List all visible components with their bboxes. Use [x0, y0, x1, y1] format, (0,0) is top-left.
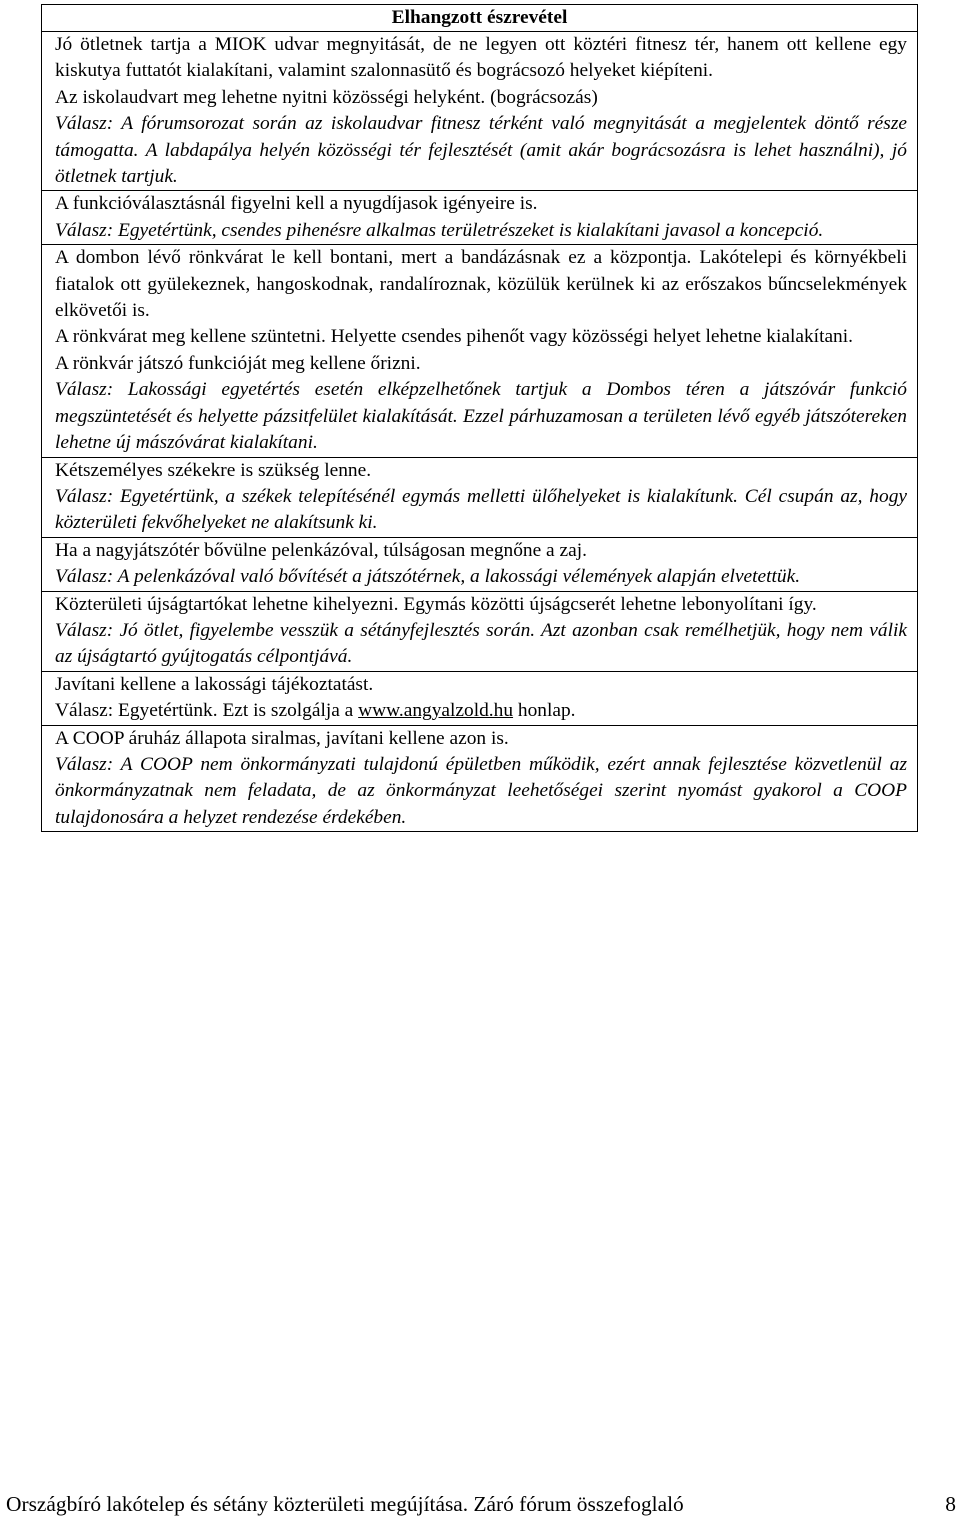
remark-cell-5	[42, 537, 918, 591]
remark-text: A dombon lévő rönkvárat le kell bontani, mert a bandázásnak ez a központja. Lakótelepi és környékbeli fiatalok ott gyülekeznek, hangoskodnak, randalíroznak, közülük kerülnek ki az erőszakos bűncselekmények elkövetői is.	[55, 247, 907, 322]
answer-text: Válasz: Lakossági egyetértés esetén elképzelhetőnek tartjuk a Dombos téren a játszóvár funkció megszüntetését és helyette pázsitfelület kialakítását. Ezzel párhuzamosan a területen lévő egyéb játszótereken lehetne új mászóvárat kialakítani.	[55, 379, 907, 454]
remark-text: Ha a nagyjátszótér bővülne pelenkázóval, túlságosan megnőne a zaj.	[55, 539, 587, 561]
answer-text: Válasz: A COOP nem önkormányzati tulajdonú épületben működik, ezért annak fejlesztése közvetlenül az önkormányzatnak nem feladata, de az önkormányzat leehetőségei szerint nyomást gyakorol a COOP tulajdonosára a helyzet rendezése érdekében.	[55, 753, 907, 828]
table-row	[42, 537, 918, 591]
answer-text: Válasz: A pelenkázóval való bővítését a játszótérnek, a lakossági vélemények alapján elvetettük.	[55, 566, 801, 588]
remark-text: A rönkvárat meg kellene szüntetni. Helyette csendes pihenőt vagy közösségi helyet lehetne kialakítani.	[55, 326, 853, 348]
table-row	[42, 591, 918, 671]
table-row	[42, 191, 918, 245]
remark-text: Közterületi újságtartókat lehetne kihelyezni. Egymás közötti újságcserét lehetne lebonyolítani így.	[55, 593, 817, 615]
website-link[interactable]: www.angyalzold.hu	[358, 700, 514, 722]
table-row	[42, 457, 918, 537]
remark-cell-6	[42, 591, 918, 671]
remark-cell-4	[42, 457, 918, 537]
remark-cell-7	[42, 671, 918, 725]
table-header: Elhangzott észrevétel	[42, 5, 918, 32]
remark-text: Az iskolaudvart meg lehetne nyitni közösségi helyként. (bográcsozás)	[55, 86, 598, 108]
answer-text: Válasz: Egyetértünk, a székek telepítésénél egymás melletti ülőhelyeket is kialakítunk. Cél csupán az, hogy közterületi fekvőhelyeket ne alakítsunk ki.	[55, 485, 907, 534]
remark-cell-8	[42, 725, 918, 832]
table-row	[42, 245, 918, 457]
answer-text: Válasz: A fórumsorozat során az iskolaudvar fitnesz térként való megnyitását a megjelentek döntő része támogatta. A labdapálya helyén közösségi tér fejlesztését (amit akár bográcsozásra is lehet használni), jó ötletnek tartjuk.	[55, 113, 907, 188]
remark-text: A funkcióválasztásnál figyelni kell a nyugdíjasok igényeire is.	[55, 193, 538, 215]
remark-cell-2	[42, 191, 918, 245]
page-number: 8	[945, 1492, 956, 1516]
answer-text: Válasz: Jó ötlet, figyelembe vesszük a sétányfejlesztés során. Azt azonban csak remélhetjük, hogy nem válik az újságtartó gyújtogatás célpontjává.	[55, 619, 907, 668]
table-row	[42, 671, 918, 725]
remark-text: A rönkvár játszó funkcióját meg kellene őrizni.	[55, 352, 421, 374]
remark-text: A COOP áruház állapota siralmas, javítani kellene azon is.	[55, 727, 509, 749]
answer-text-end: honlap.	[513, 700, 576, 722]
table-row	[42, 725, 918, 832]
footer-title: Országbíró lakótelep és sétány közterületi megújítása. Záró fórum összefoglaló	[6, 1492, 684, 1516]
answer-text: Válasz: Egyetértünk, csendes pihenésre alkalmas területrészeket is kialakítani javasol a koncepció.	[55, 219, 824, 241]
remark-text: Jó ötletnek tartja a MIOK udvar megnyitását, de ne legyen ott köztéri fitnesz tér, hanem ott kellene egy kiskutya futtatót kialakítani, valamint szalonnasütő és bográcsozó helyeket kiépíteni.	[55, 34, 907, 82]
remark-cell-1	[42, 32, 918, 191]
remark-cell-3	[42, 245, 918, 457]
remarks-table	[41, 4, 918, 832]
answer-text	[55, 698, 907, 724]
remark-text: Kétszemélyes székekre is szükség lenne.	[55, 459, 372, 481]
remark-text: Javítani kellene a lakossági tájékoztatást.	[55, 673, 374, 695]
table-row	[42, 32, 918, 191]
table-header-row	[42, 5, 918, 32]
answer-text-start: Válasz: Egyetértünk. Ezt is szolgálja a	[55, 700, 359, 722]
